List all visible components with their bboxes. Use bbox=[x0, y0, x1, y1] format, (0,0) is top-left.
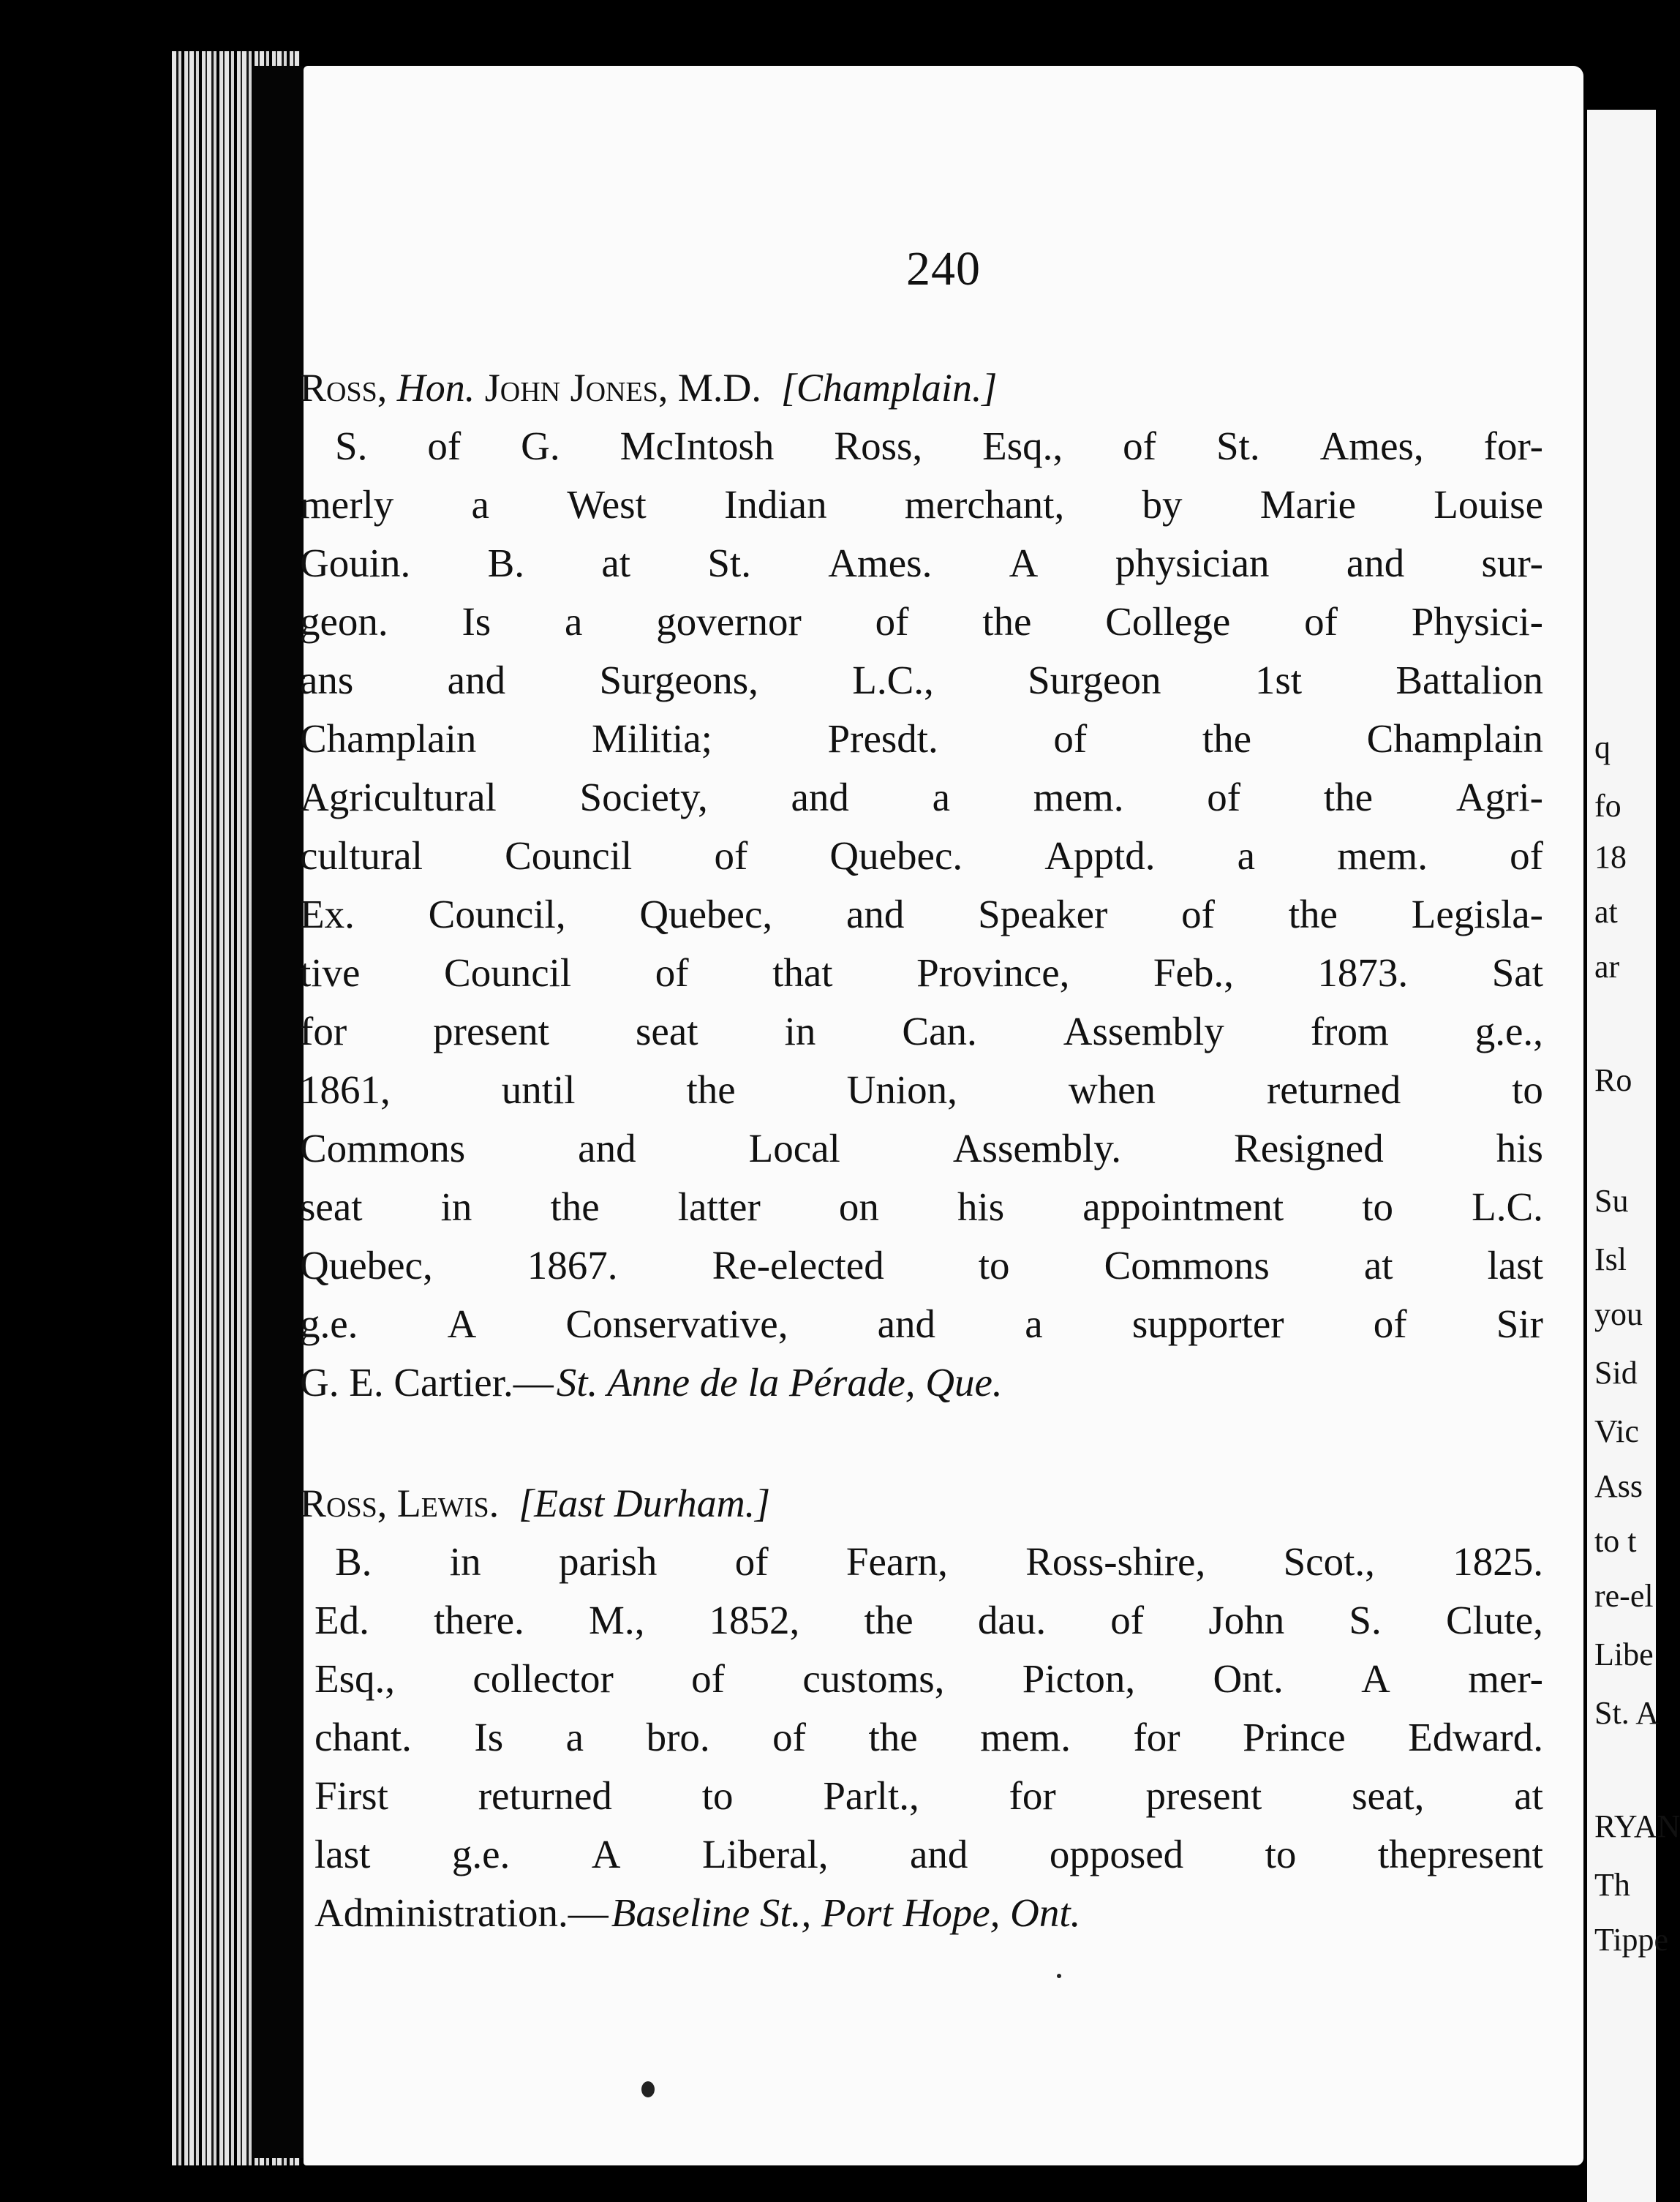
word: A bbox=[447, 1301, 477, 1346]
word: G. bbox=[521, 424, 560, 468]
word: Ames, bbox=[1319, 424, 1424, 468]
word: First bbox=[314, 1773, 388, 1818]
word: Union, bbox=[846, 1067, 957, 1112]
facing-page-fragment: Ass bbox=[1594, 1468, 1643, 1504]
word: cultural bbox=[300, 833, 423, 878]
entry-body-line bbox=[300, 593, 1543, 651]
entry-body-line bbox=[300, 1119, 1543, 1178]
word: of bbox=[1110, 1598, 1145, 1642]
word: Liberal, bbox=[701, 1832, 829, 1876]
word: Assembly bbox=[1063, 1009, 1224, 1053]
entry-body bbox=[300, 417, 1543, 1353]
facing-page-fragment: re-el bbox=[1594, 1578, 1654, 1614]
word: Quebec. bbox=[829, 833, 963, 878]
word: Indian bbox=[724, 482, 827, 527]
word: John bbox=[1208, 1598, 1285, 1642]
entry-closing-line bbox=[300, 1884, 1543, 1942]
word: the bbox=[686, 1067, 736, 1112]
word: B. bbox=[335, 1539, 372, 1584]
word: to bbox=[1362, 1184, 1394, 1229]
entry-ross-lewis bbox=[300, 1474, 1543, 1942]
entry-body-line bbox=[300, 1236, 1543, 1295]
word: B. bbox=[487, 541, 524, 585]
entry-address: Baseline St., Port Hope, Ont. bbox=[611, 1890, 1081, 1935]
word: Can. bbox=[902, 1009, 977, 1053]
entry-body-line bbox=[300, 1825, 1543, 1884]
word: on bbox=[838, 1184, 879, 1229]
entry-body-line bbox=[300, 944, 1543, 1002]
word: Edward. bbox=[1408, 1715, 1543, 1759]
word: of bbox=[1181, 892, 1215, 936]
entry-body bbox=[300, 1533, 1543, 1884]
word: seat bbox=[636, 1009, 698, 1053]
word: and bbox=[845, 892, 905, 936]
word: geon. bbox=[300, 599, 388, 644]
word: the bbox=[982, 599, 1032, 644]
facing-page-fragment: Vic bbox=[1594, 1413, 1639, 1449]
facing-page-fragment: RYAN bbox=[1594, 1808, 1680, 1844]
word: Fearn, bbox=[845, 1539, 948, 1584]
entry-body-line bbox=[300, 1002, 1543, 1061]
word: last bbox=[1487, 1243, 1543, 1288]
word: Province, bbox=[916, 950, 1070, 995]
word: West bbox=[567, 482, 647, 527]
word: and bbox=[1346, 541, 1405, 585]
word: for- bbox=[1483, 424, 1543, 468]
word: last bbox=[314, 1832, 371, 1876]
entry-body-line bbox=[300, 651, 1543, 710]
word: of bbox=[1304, 599, 1338, 644]
word: Ross-shire, bbox=[1025, 1539, 1206, 1584]
word: supporter bbox=[1131, 1301, 1284, 1346]
entry-given-names: Lewis. bbox=[396, 1481, 500, 1525]
word: Prince bbox=[1243, 1715, 1346, 1759]
word: Clute, bbox=[1445, 1598, 1543, 1642]
word: and bbox=[791, 775, 849, 819]
word: Council, bbox=[428, 892, 566, 936]
word: Speaker bbox=[978, 892, 1108, 936]
word: when bbox=[1068, 1067, 1156, 1112]
word: of bbox=[1207, 775, 1241, 819]
word: Commons bbox=[1104, 1243, 1270, 1288]
word: opposed bbox=[1049, 1832, 1184, 1876]
word: Agri- bbox=[1455, 775, 1543, 819]
word: Sat bbox=[1491, 950, 1543, 995]
word: and bbox=[447, 658, 506, 702]
ink-speck bbox=[641, 2081, 655, 2097]
facing-page-fragment: you bbox=[1594, 1296, 1643, 1332]
word: ans bbox=[300, 658, 354, 702]
word: Is bbox=[474, 1715, 504, 1759]
word: mem. bbox=[1033, 775, 1124, 819]
word: Council bbox=[505, 833, 633, 878]
word: Ex. bbox=[300, 892, 355, 936]
word: for bbox=[1009, 1773, 1056, 1818]
word: Sir bbox=[1496, 1301, 1543, 1346]
word: until bbox=[501, 1067, 576, 1112]
word: at bbox=[1514, 1773, 1543, 1818]
word: g.e. bbox=[300, 1301, 358, 1346]
word: of bbox=[427, 424, 462, 468]
word: to bbox=[1512, 1067, 1543, 1112]
word: returned bbox=[478, 1773, 612, 1818]
word: Apptd. bbox=[1044, 833, 1156, 878]
word: thepresent bbox=[1377, 1832, 1543, 1876]
word: to bbox=[1265, 1832, 1297, 1876]
entry-heading bbox=[300, 358, 1543, 417]
word: 1825. bbox=[1453, 1539, 1543, 1584]
word: Commons bbox=[300, 1126, 466, 1170]
word: dau. bbox=[977, 1598, 1047, 1642]
gutter-shadow bbox=[252, 66, 304, 2158]
entry-body-line bbox=[300, 1295, 1543, 1353]
entry-closing-line bbox=[300, 1353, 1543, 1412]
entry-body-line bbox=[300, 885, 1543, 944]
word: of bbox=[734, 1539, 769, 1584]
word: seat, bbox=[1352, 1773, 1425, 1818]
word: Ames. bbox=[828, 541, 933, 585]
word: St. bbox=[707, 541, 751, 585]
word: of bbox=[714, 833, 748, 878]
facing-page-fragment: Ro bbox=[1594, 1062, 1632, 1098]
facing-page-fragment: ar bbox=[1594, 949, 1620, 985]
word: merly bbox=[300, 482, 394, 527]
word: bro. bbox=[646, 1715, 710, 1759]
facing-page-fragment: fo bbox=[1594, 788, 1621, 824]
word: g.e. bbox=[451, 1832, 511, 1876]
entry-body-line bbox=[300, 1650, 1543, 1708]
word: collector bbox=[472, 1656, 614, 1701]
word: sur- bbox=[1481, 541, 1543, 585]
entry-constituency: [Champlain.] bbox=[780, 366, 998, 410]
entry-ross-john-jones bbox=[300, 358, 1543, 1412]
facing-page-fragment: 18 bbox=[1594, 839, 1627, 875]
word: Ed. bbox=[314, 1598, 369, 1642]
word: Ont. bbox=[1213, 1656, 1284, 1701]
word: in bbox=[449, 1539, 481, 1584]
word: for bbox=[300, 1009, 347, 1053]
word: Surgeons, bbox=[599, 658, 758, 702]
word: St. bbox=[1216, 424, 1260, 468]
word: Resigned bbox=[1234, 1126, 1384, 1170]
word: Society, bbox=[579, 775, 708, 819]
word: of bbox=[1510, 833, 1543, 878]
word: of bbox=[655, 950, 689, 995]
entry-closing-text: Administration.— bbox=[314, 1890, 609, 1935]
entry-given-names: John Jones, bbox=[484, 366, 668, 410]
word: A bbox=[1009, 541, 1039, 585]
entry-body-line bbox=[300, 1767, 1543, 1825]
word: Surgeon bbox=[1028, 658, 1161, 702]
word: and bbox=[909, 1832, 968, 1876]
word: 1867. bbox=[527, 1243, 618, 1288]
entry-heading bbox=[300, 1474, 1543, 1533]
entry-address: St. Anne de la Pérade, Que. bbox=[556, 1360, 1003, 1405]
word: Is bbox=[462, 599, 491, 644]
word: mem. bbox=[1337, 833, 1428, 878]
entry-body-line bbox=[300, 1061, 1543, 1119]
word: of bbox=[875, 599, 909, 644]
word: Esq., bbox=[982, 424, 1063, 468]
word: 1st bbox=[1254, 658, 1302, 702]
entry-closing-text: G. E. Cartier.— bbox=[300, 1360, 554, 1405]
word: the bbox=[1288, 892, 1338, 936]
word: customs, bbox=[802, 1656, 945, 1701]
word: from bbox=[1310, 1009, 1389, 1053]
word: College bbox=[1105, 599, 1231, 644]
entry-body-line bbox=[300, 534, 1543, 593]
facing-page-fragment: Sid bbox=[1594, 1355, 1638, 1391]
word: his bbox=[1496, 1126, 1543, 1170]
word: of bbox=[691, 1656, 725, 1701]
word: 1861, bbox=[300, 1067, 391, 1112]
word: 1852, bbox=[709, 1598, 800, 1642]
word: the bbox=[1202, 716, 1252, 761]
word: Agricultural bbox=[300, 775, 497, 819]
entry-constituency: [East Durham.] bbox=[519, 1481, 771, 1525]
entry-suffix: M.D. bbox=[677, 366, 761, 410]
word: Marie bbox=[1259, 482, 1357, 527]
word: S. bbox=[1349, 1598, 1382, 1642]
entry-body-line bbox=[300, 1708, 1543, 1767]
word: Conservative, bbox=[565, 1301, 788, 1346]
word: merchant, bbox=[904, 482, 1065, 527]
word: returned bbox=[1266, 1067, 1401, 1112]
facing-page-fragment: Th bbox=[1594, 1867, 1630, 1903]
entry-body-line bbox=[300, 1178, 1543, 1236]
entry-body-line bbox=[300, 827, 1543, 885]
word: a bbox=[1025, 1301, 1043, 1346]
word: Local bbox=[748, 1126, 840, 1170]
word: Champlain bbox=[1366, 716, 1543, 761]
word: A bbox=[1361, 1656, 1390, 1701]
facing-page-fragment: Libe bbox=[1594, 1637, 1654, 1672]
word: the bbox=[868, 1715, 918, 1759]
entry-body-line bbox=[300, 417, 1543, 476]
book-page bbox=[300, 66, 1583, 2165]
word: his bbox=[957, 1184, 1005, 1229]
entry-body-line bbox=[300, 710, 1543, 768]
word: that bbox=[772, 950, 833, 995]
word: Champlain bbox=[300, 716, 477, 761]
word: Physici- bbox=[1411, 599, 1543, 644]
word: mem. bbox=[980, 1715, 1071, 1759]
facing-page-fragment: Isl bbox=[1594, 1241, 1627, 1277]
word: Battalion bbox=[1395, 658, 1543, 702]
word: Militia; bbox=[591, 716, 712, 761]
word: tive bbox=[300, 950, 361, 995]
word: to bbox=[978, 1243, 1010, 1288]
word: Assembly. bbox=[952, 1126, 1122, 1170]
word: seat bbox=[300, 1184, 363, 1229]
facing-page-fragment: to t bbox=[1594, 1523, 1637, 1559]
word: M., bbox=[588, 1598, 645, 1642]
word: Parlt., bbox=[823, 1773, 919, 1818]
word: Re-elected bbox=[712, 1243, 884, 1288]
facing-page-fragment: at bbox=[1594, 894, 1618, 930]
word: Ross, bbox=[834, 424, 923, 468]
page-number: 240 bbox=[906, 242, 981, 296]
word: to bbox=[701, 1773, 734, 1818]
word: Quebec, bbox=[639, 892, 773, 936]
word: Picton, bbox=[1022, 1656, 1136, 1701]
word: in bbox=[440, 1184, 472, 1229]
word: a bbox=[471, 482, 489, 527]
word: by bbox=[1142, 482, 1183, 527]
ink-speck bbox=[1057, 1974, 1061, 1978]
entry-body-line bbox=[300, 1533, 1543, 1591]
word: and bbox=[877, 1301, 936, 1346]
word: physician bbox=[1115, 541, 1270, 585]
word: Legisla- bbox=[1411, 892, 1543, 936]
word: latter bbox=[677, 1184, 761, 1229]
entry-honorific: Hon. bbox=[396, 366, 475, 410]
word: parish bbox=[558, 1539, 658, 1584]
word: Quebec, bbox=[300, 1243, 433, 1288]
word: Council bbox=[444, 950, 572, 995]
word: governor bbox=[656, 599, 802, 644]
entry-surname: Ross, bbox=[300, 1481, 388, 1525]
word: for bbox=[1133, 1715, 1180, 1759]
word: a bbox=[565, 1715, 584, 1759]
word: a bbox=[932, 775, 951, 819]
word: present bbox=[433, 1009, 549, 1053]
word: of bbox=[1373, 1301, 1407, 1346]
word: McIntosh bbox=[619, 424, 775, 468]
entry-body-line bbox=[300, 768, 1543, 827]
word: a bbox=[565, 599, 583, 644]
word: 1873. bbox=[1317, 950, 1409, 995]
word: of bbox=[1123, 424, 1156, 468]
word: of bbox=[1053, 716, 1088, 761]
word: a bbox=[1237, 833, 1256, 878]
word: Scot., bbox=[1283, 1539, 1375, 1584]
facing-page-fragment: Tippe bbox=[1594, 1922, 1669, 1958]
entry-surname: Ross, bbox=[300, 366, 388, 410]
word: mer- bbox=[1468, 1656, 1543, 1701]
word: appointment bbox=[1082, 1184, 1284, 1229]
word: A bbox=[591, 1832, 621, 1876]
entry-body-line bbox=[300, 1591, 1543, 1650]
word: Louise bbox=[1434, 482, 1543, 527]
word: the bbox=[864, 1598, 914, 1642]
word: chant. bbox=[314, 1715, 412, 1759]
word: of bbox=[772, 1715, 806, 1759]
word: and bbox=[578, 1126, 636, 1170]
word: Presdt. bbox=[827, 716, 938, 761]
word: Feb., bbox=[1153, 950, 1234, 995]
word: Gouin. bbox=[300, 541, 411, 585]
word: L.C. bbox=[1472, 1184, 1543, 1229]
facing-page-fragment: Su bbox=[1594, 1183, 1629, 1219]
word: at bbox=[601, 541, 631, 585]
word: the bbox=[1323, 775, 1374, 819]
entry-body-line bbox=[300, 476, 1543, 534]
word: L.C., bbox=[852, 658, 934, 702]
word: there. bbox=[434, 1598, 524, 1642]
word: present bbox=[1145, 1773, 1262, 1818]
facing-page-fragment: St. A bbox=[1594, 1695, 1660, 1731]
facing-page-fragment: q bbox=[1594, 729, 1611, 765]
word: at bbox=[1363, 1243, 1393, 1288]
word: the bbox=[550, 1184, 600, 1229]
word: Esq., bbox=[314, 1656, 395, 1701]
word: S. bbox=[335, 424, 368, 468]
word: g.e., bbox=[1474, 1009, 1543, 1053]
word: in bbox=[784, 1009, 816, 1053]
